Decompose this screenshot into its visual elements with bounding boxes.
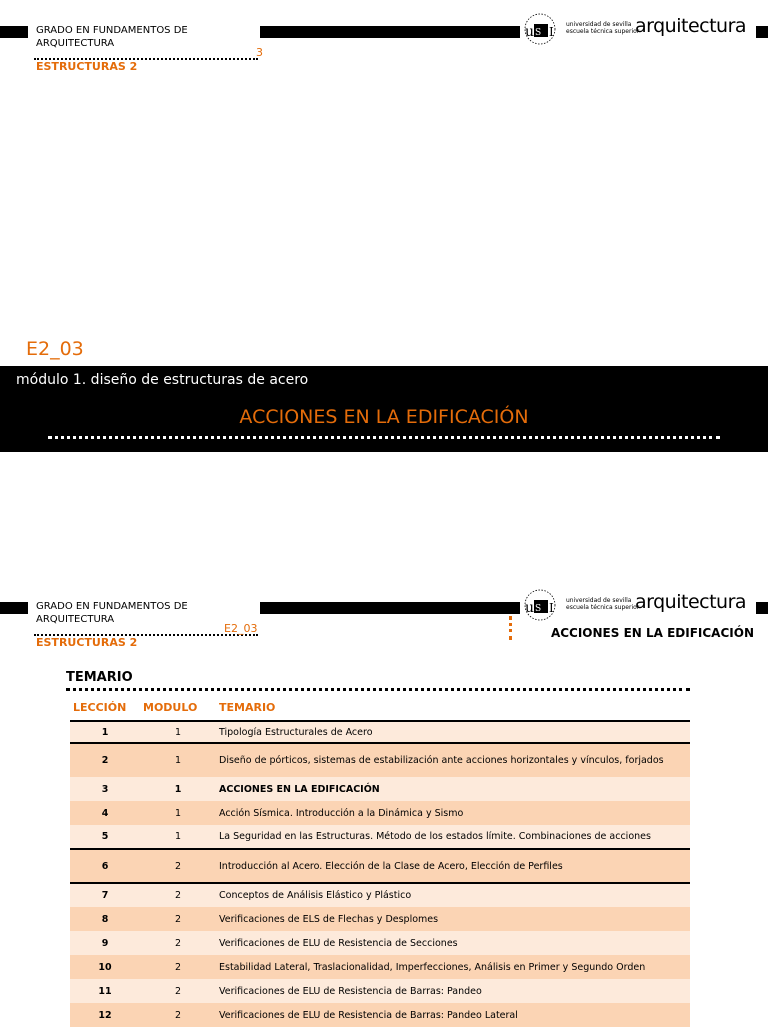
university-logo bbox=[520, 588, 768, 622]
cell-tema: Conceptos de Análisis Elástico y Plástico bbox=[216, 883, 690, 907]
cell-modulo: 1 bbox=[140, 801, 216, 825]
cell-modulo: 2 bbox=[140, 849, 216, 883]
cell-leccion: 3 bbox=[70, 777, 140, 801]
table-row bbox=[70, 979, 690, 1003]
cell-modulo: 1 bbox=[140, 825, 216, 849]
table-row bbox=[70, 931, 690, 955]
module-label: módulo 1. diseño de estructuras de acero bbox=[16, 372, 309, 388]
lesson-title: ACCIONES EN LA EDIFICACIÓN bbox=[239, 406, 529, 428]
university-logo bbox=[520, 12, 768, 46]
cell-tema: Estabilidad Lateral, Traslacionalidad, Imperfecciones, Análisis en Primer y Segundo Orden bbox=[216, 955, 690, 979]
cell-tema: La Seguridad en las Estructuras. Método de los estados límite. Combinaciones de acciones bbox=[216, 825, 690, 849]
cell-tema: Introducción al Acero. Elección de la Clase de Acero, Elección de Perfiles bbox=[216, 849, 690, 883]
logo-brand: arquitectura bbox=[635, 591, 747, 613]
cell-leccion: 4 bbox=[70, 801, 140, 825]
cell-leccion: 5 bbox=[70, 825, 140, 849]
table-row bbox=[70, 849, 690, 883]
course-label: ESTRUCTURAS 2 bbox=[36, 60, 138, 73]
table-row bbox=[70, 955, 690, 979]
table-row bbox=[70, 1003, 690, 1027]
cell-tema: Tipología Estructurales de Acero bbox=[216, 721, 690, 743]
svg-text:I: I bbox=[549, 25, 554, 39]
cell-tema: Diseño de pórticos, sistemas de estabilización ante acciones horizontales y vínculos, forjados bbox=[216, 743, 690, 777]
course-code: E2_03 bbox=[224, 622, 258, 635]
slide-subtitle: ACCIONES EN LA EDIFICACIÓN bbox=[550, 626, 754, 640]
table-row bbox=[70, 825, 690, 849]
col-header-leccion: LECCIÓN bbox=[73, 700, 127, 714]
cell-tema: Verificaciones de ELU de Resistencia de Barras: Pandeo Lateral bbox=[216, 1003, 690, 1027]
cell-leccion: 7 bbox=[70, 883, 140, 907]
logo-school-name: escuela técnica superior bbox=[566, 28, 640, 35]
syllabus-slide bbox=[0, 576, 768, 1024]
syllabus-table bbox=[70, 694, 690, 1027]
cell-leccion: 2 bbox=[70, 743, 140, 777]
lesson-code: E2_03 bbox=[26, 338, 84, 360]
university-seal-icon bbox=[520, 12, 564, 46]
cell-tema: Acción Sísmica. Introducción a la Dinámica y Sismo bbox=[216, 801, 690, 825]
cell-leccion: 11 bbox=[70, 979, 140, 1003]
table-header-row bbox=[70, 694, 690, 721]
table-row bbox=[70, 777, 690, 801]
svg-text:u: u bbox=[525, 600, 535, 616]
svg-text:S: S bbox=[535, 28, 542, 38]
table-row bbox=[70, 907, 690, 931]
program-label bbox=[36, 600, 188, 626]
table-row bbox=[70, 883, 690, 907]
cell-leccion: 8 bbox=[70, 907, 140, 931]
program-line-2: ARQUITECTURA bbox=[36, 614, 115, 625]
section-dotted-divider bbox=[66, 688, 690, 691]
cell-tema: Verificaciones de ELU de Resistencia de Barras: Pandeo bbox=[216, 979, 690, 1003]
cell-leccion: 10 bbox=[70, 955, 140, 979]
cell-modulo: 2 bbox=[140, 979, 216, 1003]
table-row bbox=[70, 801, 690, 825]
cell-leccion: 1 bbox=[70, 721, 140, 743]
section-title: TEMARIO bbox=[66, 670, 133, 685]
program-line-1: GRADO EN FUNDAMENTOS DE bbox=[36, 25, 188, 36]
cell-modulo: 1 bbox=[140, 743, 216, 777]
cell-modulo: 1 bbox=[140, 777, 216, 801]
svg-text:u: u bbox=[525, 24, 535, 40]
col-header-temario: TEMARIO bbox=[219, 700, 276, 714]
program-label bbox=[36, 24, 188, 50]
cell-tema: Verificaciones de ELU de Resistencia de Secciones bbox=[216, 931, 690, 955]
cell-modulo: 2 bbox=[140, 955, 216, 979]
svg-text:I: I bbox=[549, 601, 554, 615]
cell-tema: ACCIONES EN LA EDIFICACIÓN bbox=[216, 777, 690, 801]
course-header bbox=[28, 20, 263, 73]
cell-tema: Verificaciones de ELS de Flechas y Desplomes bbox=[216, 907, 690, 931]
dotted-divider bbox=[34, 58, 258, 60]
cell-modulo: 1 bbox=[140, 721, 216, 743]
cell-leccion: 12 bbox=[70, 1003, 140, 1027]
table-row bbox=[70, 721, 690, 743]
cell-modulo: 2 bbox=[140, 883, 216, 907]
university-seal-icon bbox=[520, 588, 564, 622]
cell-modulo: 2 bbox=[140, 1003, 216, 1027]
course-label: ESTRUCTURAS 2 bbox=[36, 636, 138, 649]
cell-leccion: 9 bbox=[70, 931, 140, 955]
logo-school-name: escuela técnica superior bbox=[566, 604, 640, 611]
band-dotted-divider bbox=[48, 436, 720, 439]
table-row bbox=[70, 743, 690, 777]
program-line-2: ARQUITECTURA bbox=[36, 38, 115, 49]
logo-university-text bbox=[566, 597, 639, 611]
logo-brand: arquitectura bbox=[635, 15, 747, 37]
cell-leccion: 6 bbox=[70, 849, 140, 883]
svg-text:S: S bbox=[535, 604, 542, 614]
cell-modulo: 2 bbox=[140, 907, 216, 931]
program-line-1: GRADO EN FUNDAMENTOS DE bbox=[36, 601, 188, 612]
cell-modulo: 2 bbox=[140, 931, 216, 955]
title-band bbox=[0, 366, 768, 452]
logo-university-name: universidad de sevilla bbox=[566, 21, 632, 28]
course-header bbox=[28, 596, 260, 649]
col-header-modulo: MODULO bbox=[143, 700, 198, 714]
logo-university-text bbox=[566, 21, 639, 35]
vertical-dotted-divider bbox=[509, 616, 512, 640]
course-code-partial: 3 bbox=[256, 46, 263, 59]
logo-university-name: universidad de sevilla bbox=[566, 597, 632, 604]
